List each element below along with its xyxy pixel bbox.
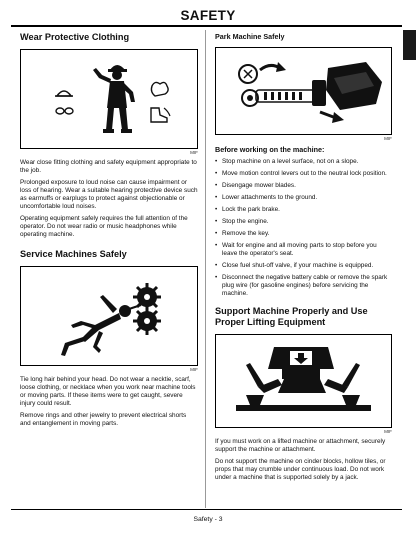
entanglement-hazard-illustration [21, 267, 197, 365]
paragraph: Prolonged exposure to loud noise can cause impairment or loss of hearing. Wear a suitable hearing protective device such as earmuffs or earplugs to protect against objectionable or uncomfortable loud noises. [20, 179, 198, 210]
list-item: • Stop machine on a level surface, not on a slope. [215, 158, 392, 166]
list-item: • Move motion control levers out to the neutral lock position. [215, 170, 392, 178]
list-item: • Disengage mower blades. [215, 182, 392, 190]
list-item: • Disconnect the negative battery cable or remove the spark plug wire (for gasoline engines) before servicing the machine. [215, 274, 392, 298]
service-machines-safely-heading: Service Machines Safely [20, 249, 127, 259]
service-machines-figure [20, 266, 198, 366]
page-footer: Safety - 3 [193, 516, 223, 523]
wear-protective-clothing-heading: Wear Protective Clothing [20, 32, 130, 42]
left-column [20, 32, 198, 432]
protective-clothing-illustration [21, 50, 197, 148]
list-item: • Lower attachments to the ground. [215, 194, 392, 202]
park-checklist [215, 158, 392, 298]
figure-code: MIF [384, 429, 392, 434]
list-item: • Stop the engine. [215, 218, 392, 226]
list-item: • Remove the key. [215, 230, 392, 238]
figure-code: MIF [384, 136, 392, 141]
protective-clothing-figure [20, 49, 198, 149]
figure-code: MIF [190, 367, 198, 372]
paragraph: Do not support the machine on cinder blocks, hollow tiles, or props that may crumble under continuous load. Do not work under a machine that is supported solely by a jack. [215, 458, 386, 481]
column-divider [205, 30, 206, 508]
before-working-intro: Before working on the machine: [215, 145, 325, 154]
paragraph: Operating equipment safely requires the full attention of the operator. Do not wear radio or music headphones while operating machine. [20, 215, 188, 238]
support-machine-figure [215, 334, 392, 428]
crush-hazard-illustration [216, 335, 391, 427]
support-machine-heading: Support Machine Properly and Use Proper Lifting Equipment [215, 306, 368, 327]
paragraph: Tie long hair behind your head. Do not wear a necktie, scarf, loose clothing, or necklace when you work near machine tools or moving parts. If these items were to get caught, severe injury could result. [20, 376, 196, 407]
list-item: • Lock the park brake. [215, 206, 392, 214]
paragraph: If you must work on a lifted machine or attachment, securely support the machine or attachment. [215, 438, 386, 453]
park-machine-figure [215, 47, 392, 135]
footer-rule [11, 509, 402, 510]
park-machine-safely-heading: Park Machine Safely [215, 32, 285, 41]
list-item: • Close fuel shut-off valve, if your machine is equipped. [215, 262, 392, 270]
header-rule [11, 25, 402, 27]
paragraph: Wear close fitting clothing and safety equipment appropriate to the job. [20, 159, 197, 174]
paragraph: Remove rings and other jewelry to prevent electrical shorts and entanglement in moving parts. [20, 412, 187, 427]
list-item: • Wait for engine and all moving parts to stop before you leave the operator's seat. [215, 242, 392, 258]
section-tab-marker [403, 30, 416, 60]
figure-code: MIF [190, 150, 198, 155]
park-brake-illustration [216, 48, 391, 134]
page-title: SAFETY [180, 8, 236, 23]
right-column [215, 32, 392, 486]
